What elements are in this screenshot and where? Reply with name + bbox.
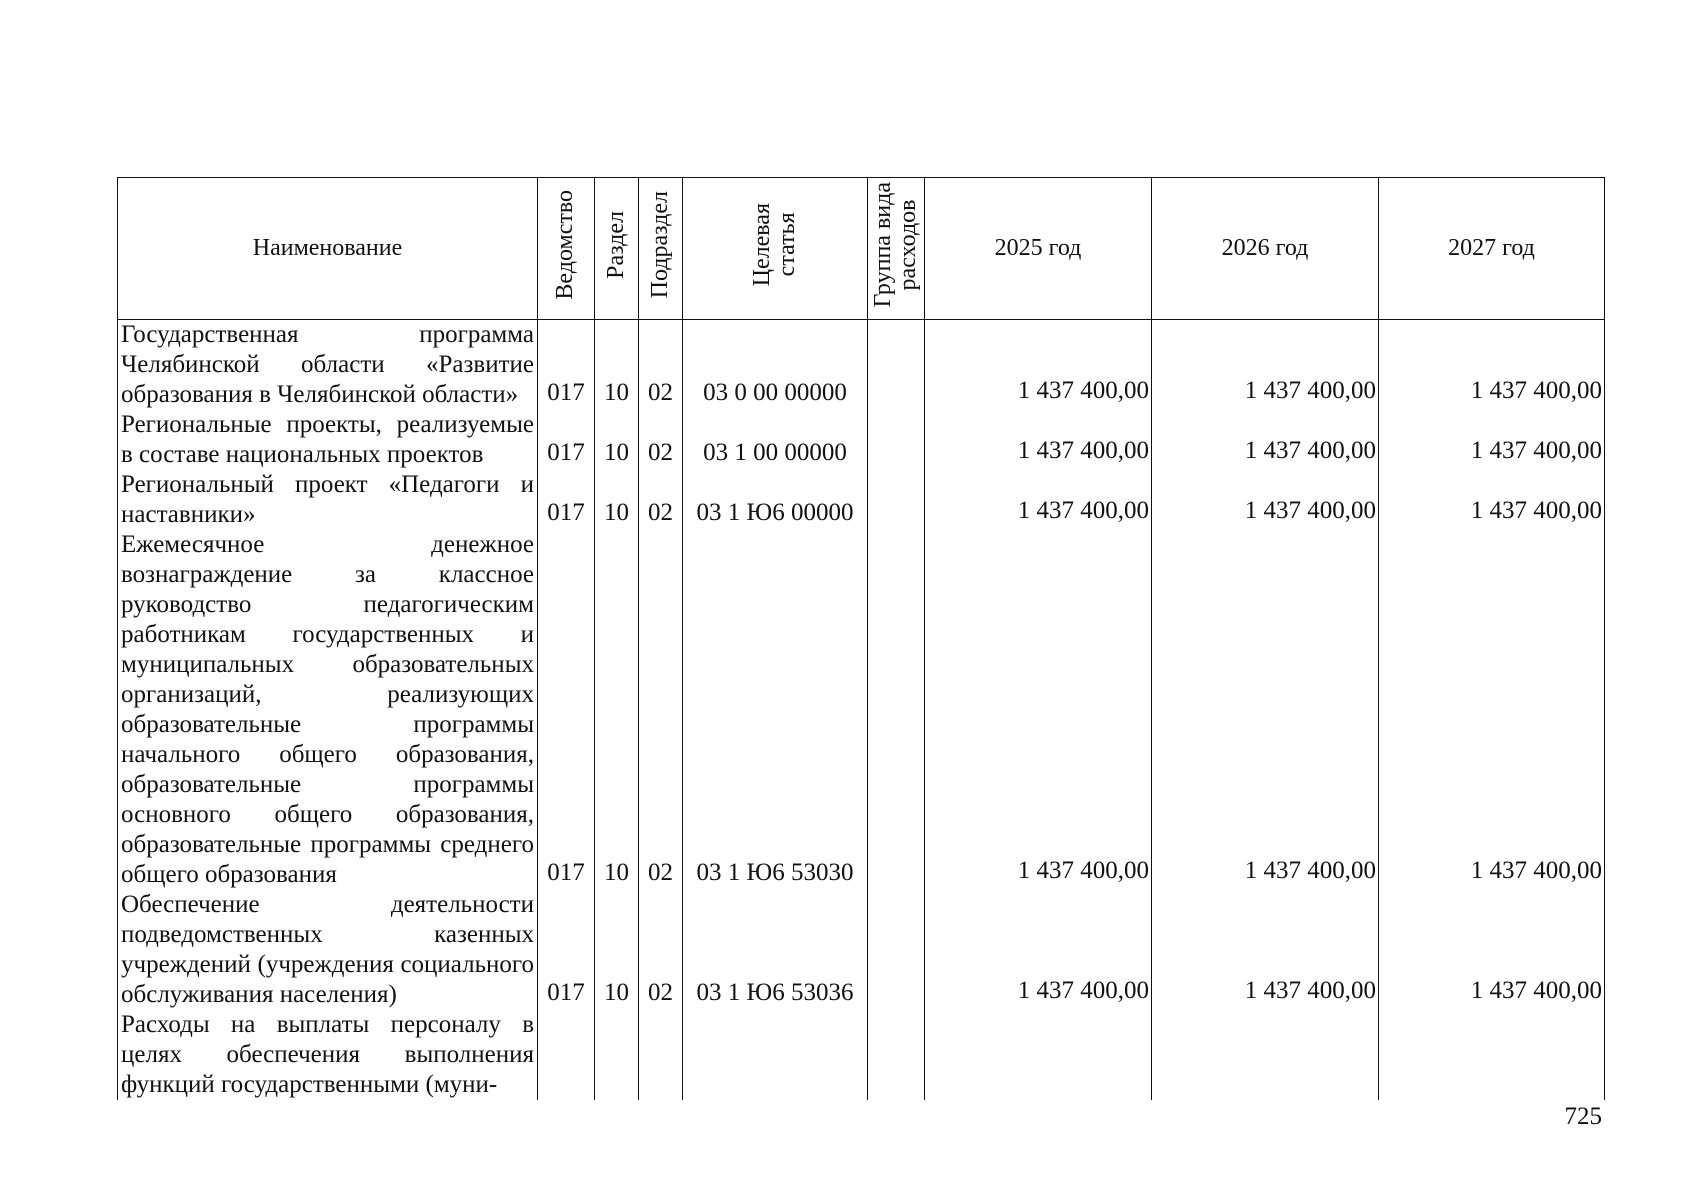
row-group (868, 530, 925, 890)
row-2026: 1 437 400,00 (1152, 530, 1379, 890)
row-2025 (925, 1010, 1152, 1100)
table-row (118, 410, 1605, 470)
header-group-line2: расходов (895, 199, 921, 291)
row-2026: 1 437 400,00 (1152, 890, 1379, 1010)
row-target: 03 1 Ю6 53036 (683, 890, 868, 1010)
row-2026: 1 437 400,00 (1152, 320, 1379, 411)
row-target: 03 1 00 00000 (683, 410, 868, 470)
row-2026 (1152, 1010, 1379, 1100)
row-group (868, 410, 925, 470)
row-subsection: 02 (639, 470, 683, 530)
row-name: Ежемесячное денежное вознаграждение за классное руководство педагогическим работникам государственных и муниципальных образовательных организаций, реализующих образовательные программы начального общего образования, образовательные программы основного общего образования, образовательные программы среднего общего образования (118, 530, 538, 890)
row-2027: 1 437 400,00 (1379, 320, 1605, 411)
header-target-line2: статья (774, 213, 800, 277)
header-2025: 2025 год (925, 178, 1152, 320)
budget-table (117, 177, 1605, 1100)
row-2025: 1 437 400,00 (925, 530, 1152, 890)
table-row (118, 890, 1605, 1010)
header-row (118, 178, 1605, 320)
row-group (868, 890, 925, 1010)
row-section: 10 (595, 530, 639, 890)
header-subsection: Подраздел (639, 178, 683, 320)
row-department: 017 (538, 320, 595, 411)
header-2027: 2027 год (1379, 178, 1605, 320)
row-name: Обеспечение деятельности подведомственных казенных учреждений (учреждения социального обслуживания населения) (118, 890, 538, 1010)
header-expense-group (868, 178, 925, 320)
row-group (868, 1010, 925, 1100)
row-department: 017 (538, 530, 595, 890)
row-department: 017 (538, 410, 595, 470)
row-target: 03 1 Ю6 00000 (683, 470, 868, 530)
row-section: 10 (595, 320, 639, 411)
row-target: 03 0 00 00000 (683, 320, 868, 411)
row-department (538, 1010, 595, 1100)
row-2027 (1379, 1010, 1605, 1100)
row-department: 017 (538, 470, 595, 530)
table-row (118, 1010, 1605, 1100)
header-group-line1: Группа вида (869, 182, 896, 308)
row-subsection: 02 (639, 410, 683, 470)
row-2027: 1 437 400,00 (1379, 530, 1605, 890)
row-section (595, 1010, 639, 1100)
row-section: 10 (595, 890, 639, 1010)
row-subsection: 02 (639, 320, 683, 411)
row-2027: 1 437 400,00 (1379, 890, 1605, 1010)
row-subsection: 02 (639, 530, 683, 890)
row-target (683, 1010, 868, 1100)
row-2025: 1 437 400,00 (925, 320, 1152, 411)
row-2026: 1 437 400,00 (1152, 470, 1379, 530)
row-section: 10 (595, 410, 639, 470)
header-2026: 2026 год (1152, 178, 1379, 320)
header-target-line1: Целевая (748, 203, 775, 287)
page-number: 725 (1564, 1103, 1602, 1130)
row-2026: 1 437 400,00 (1152, 410, 1379, 470)
row-name: Региональный проект «Педагоги и наставники» (118, 470, 538, 530)
row-2027: 1 437 400,00 (1379, 410, 1605, 470)
table-row (118, 470, 1605, 530)
row-2025: 1 437 400,00 (925, 890, 1152, 1010)
header-department: Ведомство (538, 178, 595, 320)
row-group (868, 470, 925, 530)
row-department: 017 (538, 890, 595, 1010)
header-section: Раздел (595, 178, 639, 320)
row-name: Расходы на выплаты персоналу в целях обеспечения выполнения функций государственными (муни- (118, 1010, 538, 1100)
row-section: 10 (595, 470, 639, 530)
row-subsection: 02 (639, 890, 683, 1010)
row-target: 03 1 Ю6 53030 (683, 530, 868, 890)
row-name: Государственная программа Челябинской области «Развитие образования в Челябинской области» (118, 320, 538, 411)
row-subsection (639, 1010, 683, 1100)
table-row (118, 320, 1605, 411)
row-2025: 1 437 400,00 (925, 470, 1152, 530)
header-name: Наименование (118, 178, 538, 320)
table-row (118, 530, 1605, 890)
row-group (868, 320, 925, 411)
header-target-item (683, 178, 868, 320)
row-2027: 1 437 400,00 (1379, 470, 1605, 530)
row-name: Региональные проекты, реализуемые в составе национальных проектов (118, 410, 538, 470)
row-2025: 1 437 400,00 (925, 410, 1152, 470)
